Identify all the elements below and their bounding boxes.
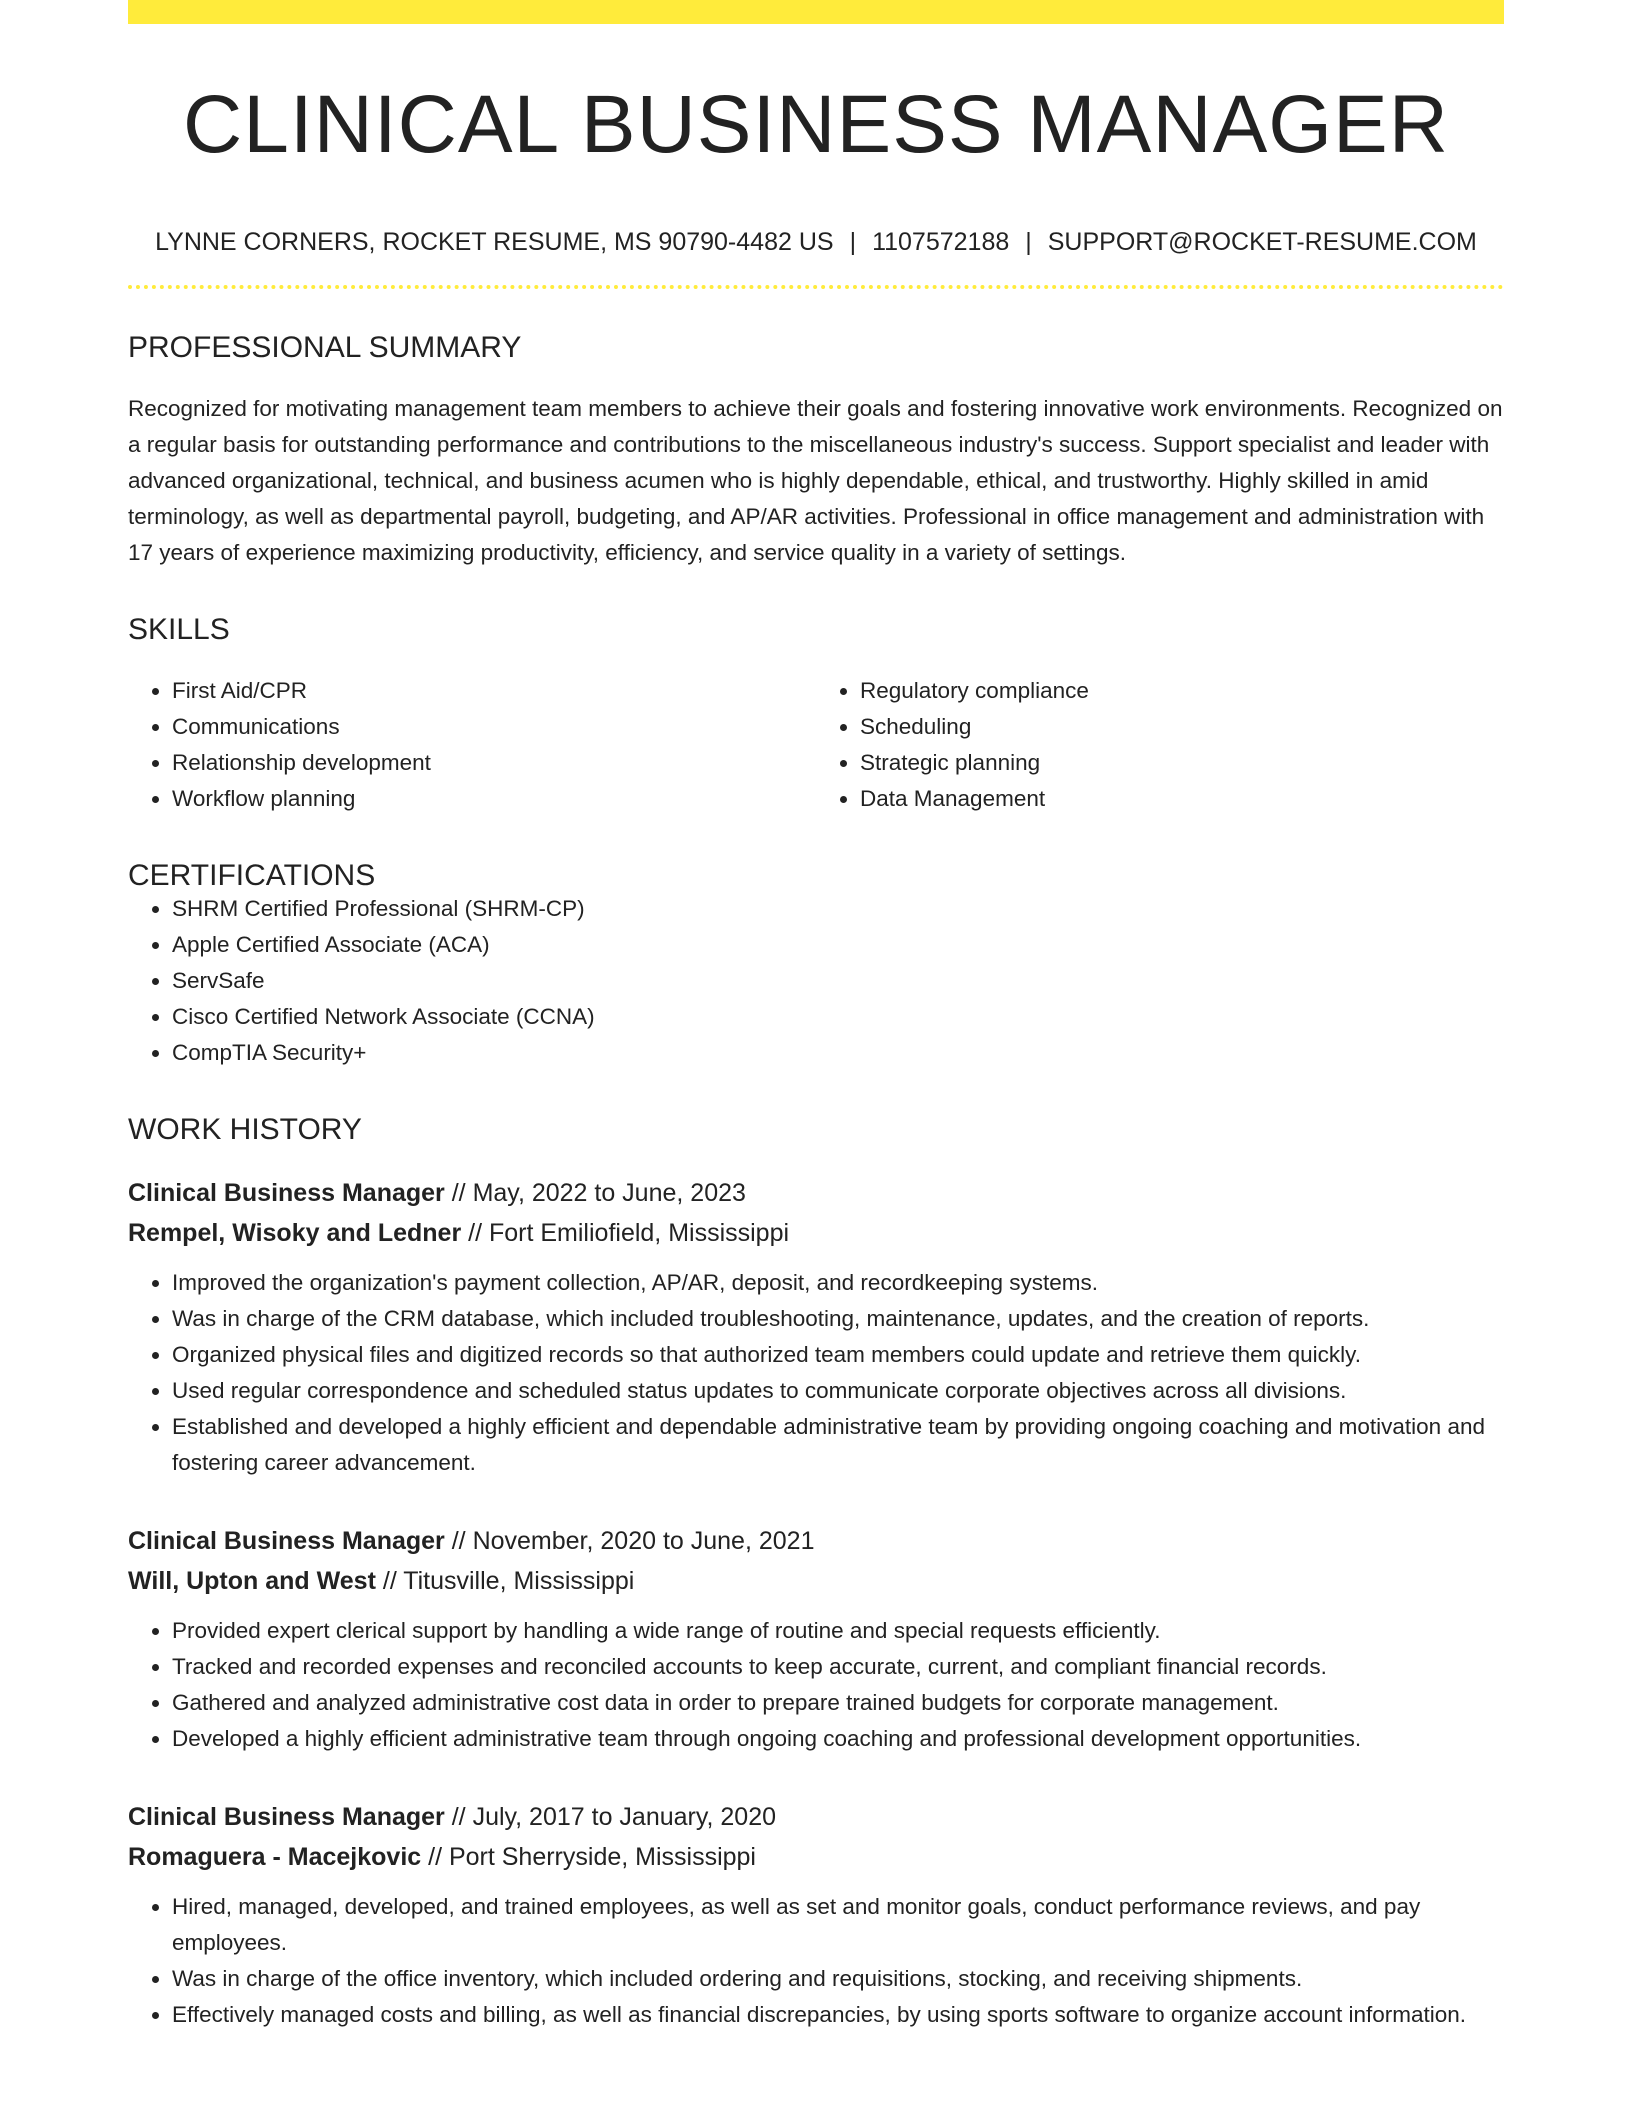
skills-column-left [128, 673, 816, 817]
skill-item: • Workflow planning [172, 781, 816, 817]
job-dates: // July, 2017 to January, 2020 [444, 1803, 777, 1831]
section-heading-skills: SKILLS [128, 613, 230, 646]
certification-item: • SHRM Certified Professional (SHRM-CP) [172, 891, 1504, 927]
job-duty-item: • Used regular correspondence and scheduled status updates to communicate corporate objectives across all divisions. [172, 1373, 1504, 1409]
skill-item: • First Aid/CPR [172, 673, 816, 709]
section-heading-certifications: CERTIFICATIONS [128, 859, 376, 892]
skills-column-right [816, 673, 1504, 817]
job-duty-item: • Was in charge of the office inventory, which included ordering and requisitions, stocking, and receiving shipments. [172, 1961, 1504, 1997]
job-duty-item: • Effectively managed costs and billing, as well as financial discrepancies, by using sports software to organize account information. [172, 1997, 1504, 2033]
job-company: Rempel, Wisoky and Ledner [128, 1219, 462, 1247]
job-company-line [128, 1561, 1504, 1601]
skill-item: • Scheduling [860, 709, 1504, 745]
resume-page [128, 0, 1504, 2033]
job-title: Clinical Business Manager [128, 1527, 445, 1555]
skill-item: • Strategic planning [860, 745, 1504, 781]
job-duties [128, 1265, 1504, 1481]
contact-separator: | [1025, 228, 1032, 256]
job-duty-item: • Tracked and recorded expenses and reconciled accounts to keep accurate, current, and compliant financial records. [172, 1649, 1504, 1685]
job-company-line [128, 1837, 1504, 1877]
dotted-divider [128, 285, 1504, 289]
job-title-line [128, 1173, 1504, 1213]
job-duty-item: • Provided expert clerical support by handling a wide range of routine and special requests efficiently. [172, 1613, 1504, 1649]
job-dates: // May, 2022 to June, 2023 [444, 1179, 746, 1207]
job-duty-item: • Established and developed a highly efficient and dependable administrative team by providing ongoing coaching and motivation and fostering career advancement. [172, 1409, 1504, 1481]
job-title-line [128, 1797, 1504, 1837]
skill-item: • Data Management [860, 781, 1504, 817]
job-company-line [128, 1213, 1504, 1253]
contact-address: LYNNE CORNERS, ROCKET RESUME, MS 90790-4482 US [155, 228, 834, 256]
contact-email[interactable]: SUPPORT@ROCKET-RESUME.COM [1047, 228, 1477, 256]
job-duty-item: • Organized physical files and digitized records so that authorized team members could update and retrieve them quickly. [172, 1337, 1504, 1373]
certification-item: • Cisco Certified Network Associate (CCNA) [172, 999, 1504, 1035]
skill-item: • Communications [172, 709, 816, 745]
job-entry [128, 1521, 1504, 1757]
job-duty-item: • Improved the organization's payment collection, AP/AR, deposit, and recordkeeping systems. [172, 1265, 1504, 1301]
job-location: // Titusville, Mississippi [375, 1567, 635, 1595]
job-dates: // November, 2020 to June, 2021 [444, 1527, 815, 1555]
job-entry [128, 1173, 1504, 1481]
job-duty-item: • Hired, managed, developed, and trained employees, as well as set and monitor goals, conduct performance reviews, and pay employees. [172, 1889, 1504, 1961]
job-location: // Fort Emiliofield, Mississippi [461, 1219, 790, 1247]
job-title-line [128, 1521, 1504, 1561]
job-company: Romaguera - Macejkovic [128, 1843, 422, 1871]
job-duties [128, 1889, 1504, 2033]
certification-item: • ServSafe [172, 963, 1504, 999]
summary-text: Recognized for motivating management team members to achieve their goals and fostering innovative work environments. Recognized on a regular basis for outstanding performance and contributions to the miscellaneous industry's success. Support specialist and leader with advanced organizational, technical, and business acumen who is highly dependable, ethical, and trustworthy. Highly skilled in amid terminology, as well as departmental payroll, budgeting, and AP/AR activities. Professional in office management and administration with 17 years of experience maximizing productivity, efficiency, and service quality in a variety of settings. [128, 396, 1503, 565]
resume-title: CLINICAL BUSINESS MANAGER [183, 79, 1449, 170]
skill-item: • Relationship development [172, 745, 816, 781]
certifications-list [128, 891, 1504, 1071]
job-duty-item: • Was in charge of the CRM database, which included troubleshooting, maintenance, updates, and the creation of reports. [172, 1301, 1504, 1337]
job-title: Clinical Business Manager [128, 1803, 445, 1831]
contact-separator: | [849, 228, 857, 256]
section-heading-summary: PROFESSIONAL SUMMARY [128, 331, 522, 364]
skills-list [128, 673, 1504, 817]
job-location: // Port Sherryside, Mississippi [421, 1843, 756, 1871]
skill-item: • Regulatory compliance [860, 673, 1504, 709]
job-entry [128, 1797, 1504, 2033]
job-duty-item: • Developed a highly efficient administrative team through ongoing coaching and professional development opportunities. [172, 1721, 1504, 1757]
job-title: Clinical Business Manager [128, 1179, 445, 1207]
certification-item: • Apple Certified Associate (ACA) [172, 927, 1504, 963]
section-heading-work-history: WORK HISTORY [128, 1113, 362, 1146]
job-company: Will, Upton and West [128, 1567, 376, 1595]
job-duties [128, 1613, 1504, 1757]
contact-phone: 1107572188 [872, 228, 1010, 256]
accent-top-bar [128, 0, 1504, 24]
contact-line [128, 230, 1504, 255]
job-duty-item: • Gathered and analyzed administrative cost data in order to prepare trained budgets for corporate management. [172, 1685, 1504, 1721]
certification-item: • CompTIA Security+ [172, 1035, 1504, 1071]
